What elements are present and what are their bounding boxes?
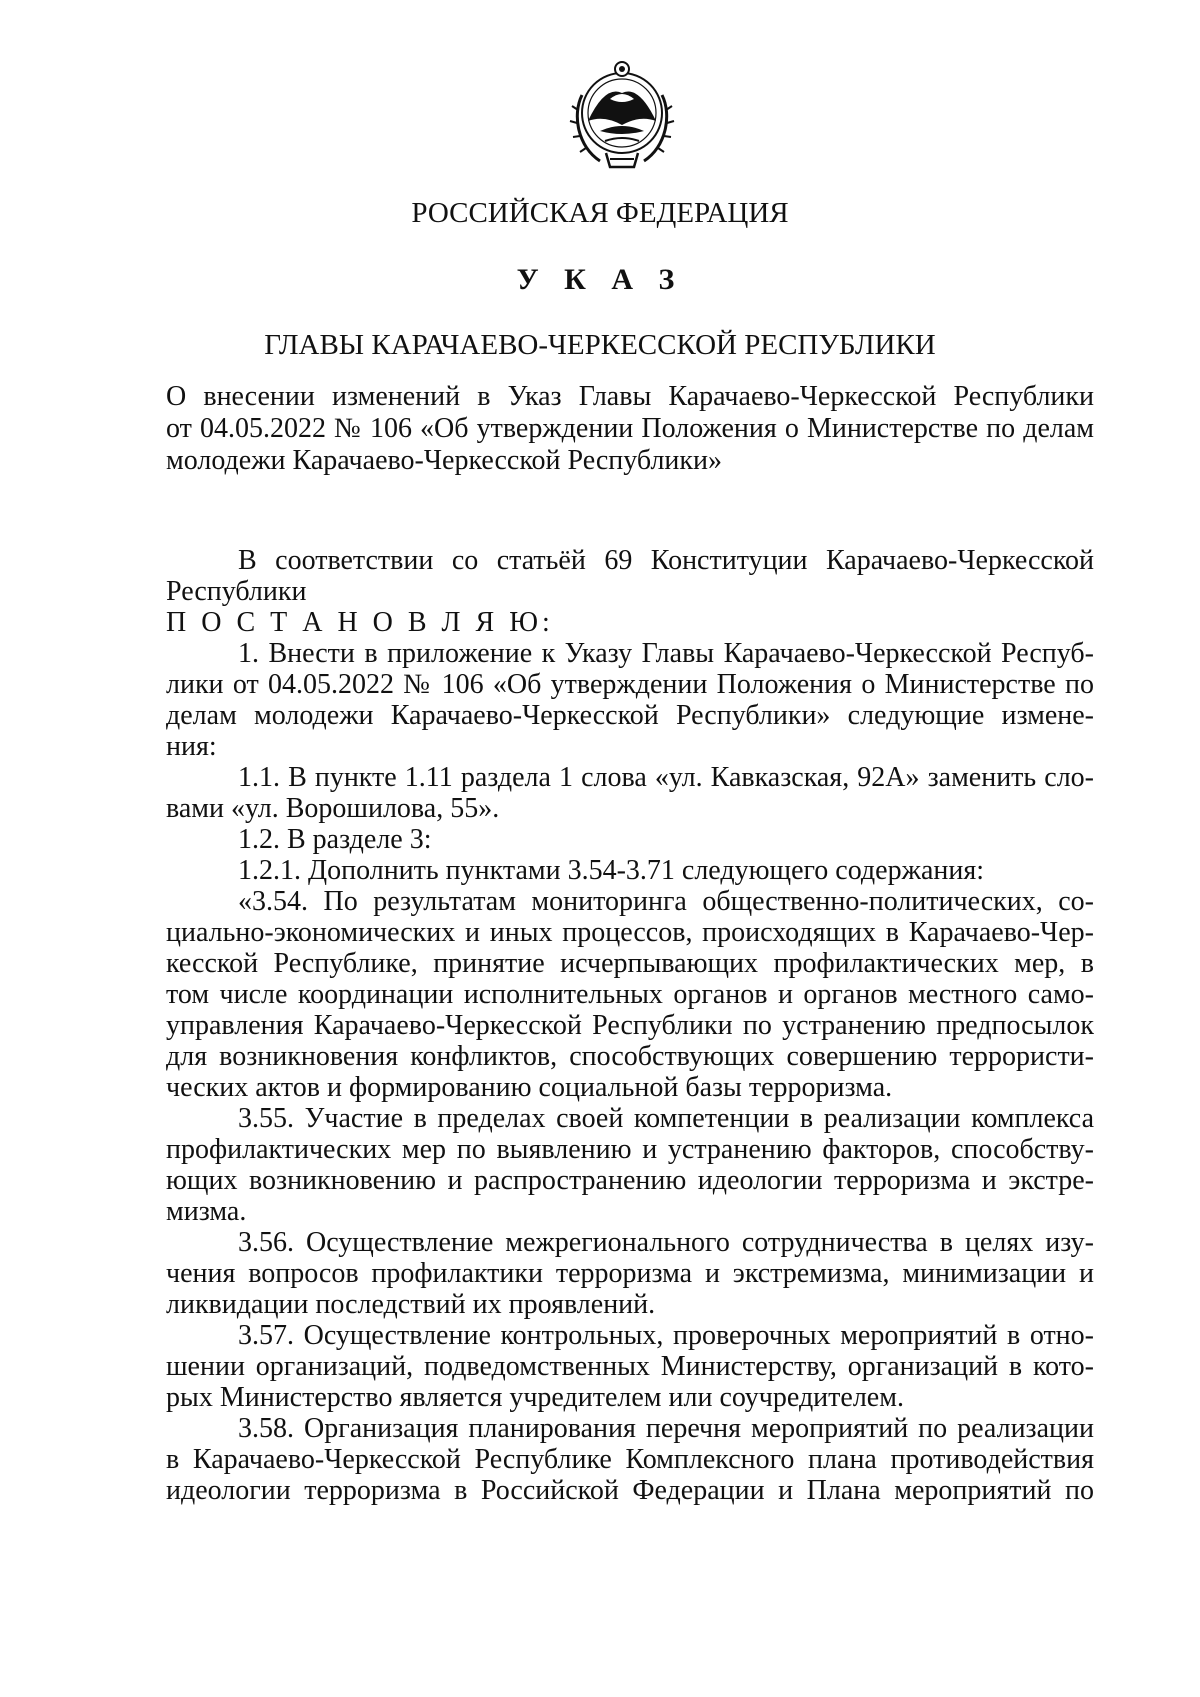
body-line: шении организаций, подведомственных Министерству, организаций в кото- bbox=[166, 1351, 1094, 1382]
title-line: от 04.05.2022 № 106 «Об утверждении Положения о Министерстве по делам bbox=[166, 413, 1094, 444]
document-body bbox=[166, 545, 1094, 1506]
body-line: Республики bbox=[166, 576, 307, 607]
body-line: 1. Внести в приложение к Указу Главы Карачаево-Черкесской Респуб- bbox=[238, 638, 1094, 669]
body-line: ющих возникновению и распространению идеологии терроризма и экстре- bbox=[166, 1165, 1094, 1196]
body-line: идеологии терроризма в Российской Федерации и Плана мероприятий по bbox=[166, 1475, 1094, 1506]
body-line: 1.2. В разделе 3: bbox=[238, 824, 432, 855]
document-type-heading: У К А З bbox=[516, 263, 684, 296]
document-title bbox=[166, 381, 1094, 477]
body-line: вами «ул. Ворошилова, 55». bbox=[166, 793, 500, 824]
body-line: ния: bbox=[166, 731, 217, 762]
body-line: том числе координации исполнительных органов и органов местного само- bbox=[166, 979, 1094, 1010]
coat-of-arms-emblem-icon bbox=[560, 55, 690, 185]
body-line: управления Карачаево-Черкесской Республики по устранению предпосылок bbox=[166, 1010, 1094, 1041]
body-line: 1.2.1. Дополнить пунктами 3.54-3.71 следующего содержания: bbox=[238, 855, 984, 886]
title-line: О внесении изменений в Указ Главы Карачаево-Черкесской Республики bbox=[166, 381, 1094, 412]
body-line: чения вопросов профилактики терроризма и экстремизма, минимизации и bbox=[166, 1258, 1094, 1289]
body-line: 3.58. Организация планирования перечня мероприятий по реализации bbox=[238, 1413, 1094, 1444]
body-line: рых Министерство является учредителем или соучредителем. bbox=[166, 1382, 904, 1413]
body-line: для возникновения конфликтов, способствующих совершению террористи- bbox=[166, 1041, 1094, 1072]
body-line: кесской Республике, принятие исчерпывающих профилактических мер, в bbox=[166, 948, 1094, 979]
body-line: циально-экономических и иных процессов, происходящих в Карачаево-Чер- bbox=[166, 917, 1094, 948]
decree-keyword: П О С Т А Н О В Л Я Ю: bbox=[166, 607, 554, 638]
body-line: профилактических мер по выявлению и устранению факторов, способству- bbox=[166, 1134, 1094, 1165]
body-line: 3.57. Осуществление контрольных, проверочных мероприятий в отно- bbox=[238, 1320, 1094, 1351]
body-line: 3.55. Участие в пределах своей компетенции в реализации комплекса bbox=[238, 1103, 1094, 1134]
body-line: лики от 04.05.2022 № 106 «Об утверждении Положения о Министерстве по bbox=[166, 669, 1094, 700]
body-line: 1.1. В пункте 1.11 раздела 1 слова «ул. Кавказская, 92А» заменить сло- bbox=[238, 762, 1094, 793]
body-line: ческих актов и формированию социальной базы терроризма. bbox=[166, 1072, 893, 1103]
title-line: молодежи Карачаево-Черкесской Республики» bbox=[166, 445, 722, 476]
body-line: В соответствии со статьёй 69 Конституции Карачаево-Черкесской bbox=[238, 545, 1094, 576]
body-line: «3.54. По результатам мониторинга общественно-политических, со- bbox=[238, 886, 1094, 917]
country-heading: РОССИЙСКАЯ ФЕДЕРАЦИЯ bbox=[411, 197, 789, 229]
body-line: мизма. bbox=[166, 1196, 247, 1227]
issuer-heading: ГЛАВЫ КАРАЧАЕВО-ЧЕРКЕССКОЙ РЕСПУБЛИКИ bbox=[264, 329, 936, 361]
body-line: 3.56. Осуществление межрегионального сотрудничества в целях изу- bbox=[238, 1227, 1094, 1258]
body-line: делам молодежи Карачаево-Черкесской Республики» следующие измене- bbox=[166, 700, 1094, 731]
body-line: ликвидации последствий их проявлений. bbox=[166, 1289, 656, 1320]
body-line: в Карачаево-Черкесской Республике Комплексного плана противодействия bbox=[166, 1444, 1094, 1475]
